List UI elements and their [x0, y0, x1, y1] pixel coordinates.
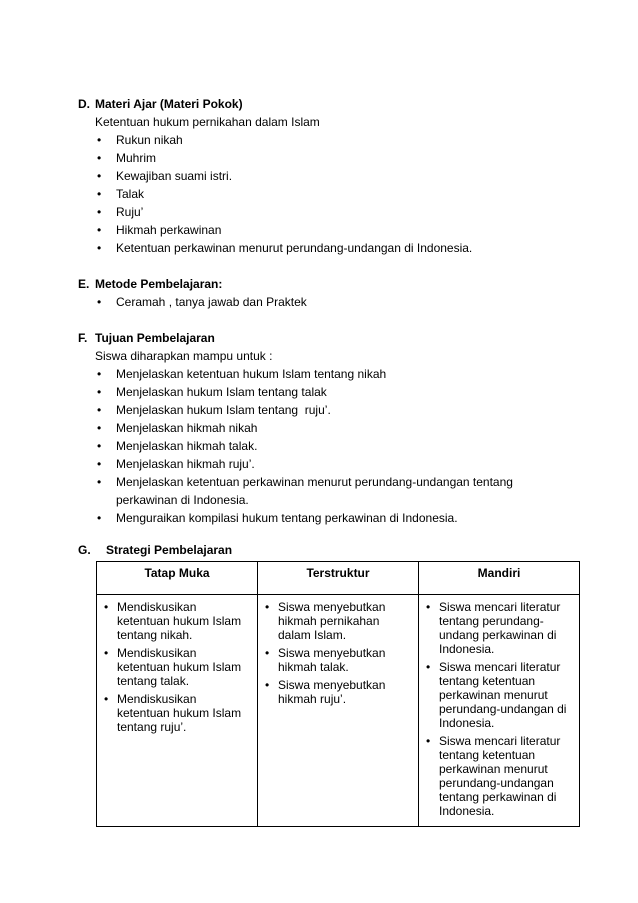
bullet-icon: •: [97, 367, 102, 381]
column-header-terstruktur: Terstruktur: [258, 562, 419, 595]
list-item: • Siswa menyebutkan hikmah pernikahan dalam Islam.: [265, 600, 386, 642]
strategy-table: [96, 561, 580, 827]
bullet-icon: •: [97, 457, 102, 471]
section-title: Tujuan Pembelajaran: [95, 331, 215, 345]
bullet-icon: •: [97, 205, 102, 219]
bullet-icon: •: [104, 692, 109, 706]
list-item: • Menjelaskan hikmah talak.: [97, 439, 258, 453]
bullet-icon: •: [426, 600, 431, 614]
bullet-list: [78, 131, 598, 257]
list-item: • Mendiskusikan ketentuan hukum Islam tentang ruju’.: [104, 692, 242, 734]
bullet-icon: •: [97, 439, 102, 453]
section-intro: Siswa diharapkan mampu untuk :: [95, 349, 273, 363]
list-item: • Siswa mencari literatur tentang ketentuan perkawinan menurut perundang-undangan di Indonesia.: [426, 660, 567, 730]
section-title: Materi Ajar (Materi Pokok): [95, 97, 243, 111]
section-letter: G.: [78, 543, 91, 557]
section-heading-strategi: [78, 541, 232, 559]
list-item: • Siswa menyebutkan hikmah talak.: [265, 646, 386, 674]
list-item: • Kewajiban suami istri.: [97, 169, 233, 183]
list-item: • Mendiskusikan ketentuan hukum Islam tentang nikah.: [104, 600, 242, 642]
bullet-icon: •: [97, 169, 102, 183]
bullet-icon: •: [97, 223, 102, 237]
bullet-icon: •: [97, 295, 102, 309]
bullet-icon: •: [97, 241, 102, 255]
table-cell-tatap-muka: [97, 595, 258, 827]
bullet-icon: •: [265, 600, 270, 614]
bullet-icon: •: [97, 475, 102, 489]
table-cell-mandiri: [419, 595, 580, 827]
list-item: • Muhrim: [97, 151, 157, 165]
list-item: • Menjelaskan hikmah ruju’.: [97, 457, 255, 471]
bullet-icon: •: [265, 646, 270, 660]
list-item: • Hikmah perkawinan: [97, 223, 222, 237]
list-item: • Menjelaskan hikmah nikah: [97, 421, 258, 435]
bullet-icon: •: [97, 511, 102, 525]
list-item: • Siswa mencari literatur tentang perundang-undang perkawinan di Indonesia.: [426, 600, 561, 656]
section-title: Strategi Pembelajaran: [106, 543, 233, 557]
section-letter: D.: [78, 97, 90, 111]
bullet-icon: •: [97, 421, 102, 435]
list-item: • Rukun nikah: [97, 133, 183, 147]
bullet-icon: •: [265, 678, 270, 692]
section-heading: [78, 275, 598, 293]
column-header-tatap-muka: Tatap Muka: [97, 562, 258, 595]
table-row: [97, 595, 580, 827]
list-item: • Talak: [97, 187, 145, 201]
list-item: • Menjelaskan hukum Islam tentang ruju’.: [97, 403, 331, 417]
section-letter: E.: [78, 277, 90, 291]
bullet-icon: •: [104, 646, 109, 660]
bullet-icon: •: [97, 385, 102, 399]
bullet-list: [78, 365, 598, 527]
bullet-list: [78, 293, 598, 311]
list-item: • Menjelaskan ketentuan perkawinan menurut perundang-undangan tentang perkawinan di Indonesia.: [97, 475, 513, 507]
list-item: • Mendiskusikan ketentuan hukum Islam tentang talak.: [104, 646, 242, 688]
bullet-icon: •: [97, 151, 102, 165]
section-intro: Ketentuan hukum pernikahan dalam Islam: [95, 115, 320, 129]
bullet-icon: •: [104, 600, 109, 614]
bullet-icon: •: [426, 734, 431, 748]
list-item: • Menjelaskan hukum Islam tentang talak: [97, 385, 327, 399]
bullet-icon: •: [426, 660, 431, 674]
list-item: • Siswa mencari literatur tentang ketentuan perkawinan menurut perundang-undangan tentang perkawinan di Indonesia.: [426, 734, 561, 818]
list-item: • Menguraikan kompilasi hukum tentang perkawinan di Indonesia.: [97, 511, 458, 525]
list-item: • Menjelaskan ketentuan hukum Islam tentang nikah: [97, 367, 387, 381]
section-letter: F.: [78, 331, 88, 345]
column-header-mandiri: Mandiri: [419, 562, 580, 595]
list-item: • Ruju’: [97, 205, 144, 219]
list-item: • Ceramah , tanya jawab dan Praktek: [97, 295, 307, 309]
list-item: • Ketentuan perkawinan menurut perundang-undangan di Indonesia.: [97, 241, 473, 255]
bullet-icon: •: [97, 133, 102, 147]
bullet-icon: •: [97, 403, 102, 417]
section-heading: [78, 95, 598, 113]
section-materi-ajar: [78, 95, 598, 257]
table-header-row: [97, 562, 580, 595]
bullet-icon: •: [97, 187, 102, 201]
section-metode: [78, 275, 598, 311]
table-cell-terstruktur: [258, 595, 419, 827]
list-item: • Siswa menyebutkan hikmah ruju’.: [265, 678, 386, 706]
section-heading: [78, 329, 598, 347]
section-title: Metode Pembelajaran:: [95, 277, 223, 291]
section-tujuan: [78, 329, 598, 527]
